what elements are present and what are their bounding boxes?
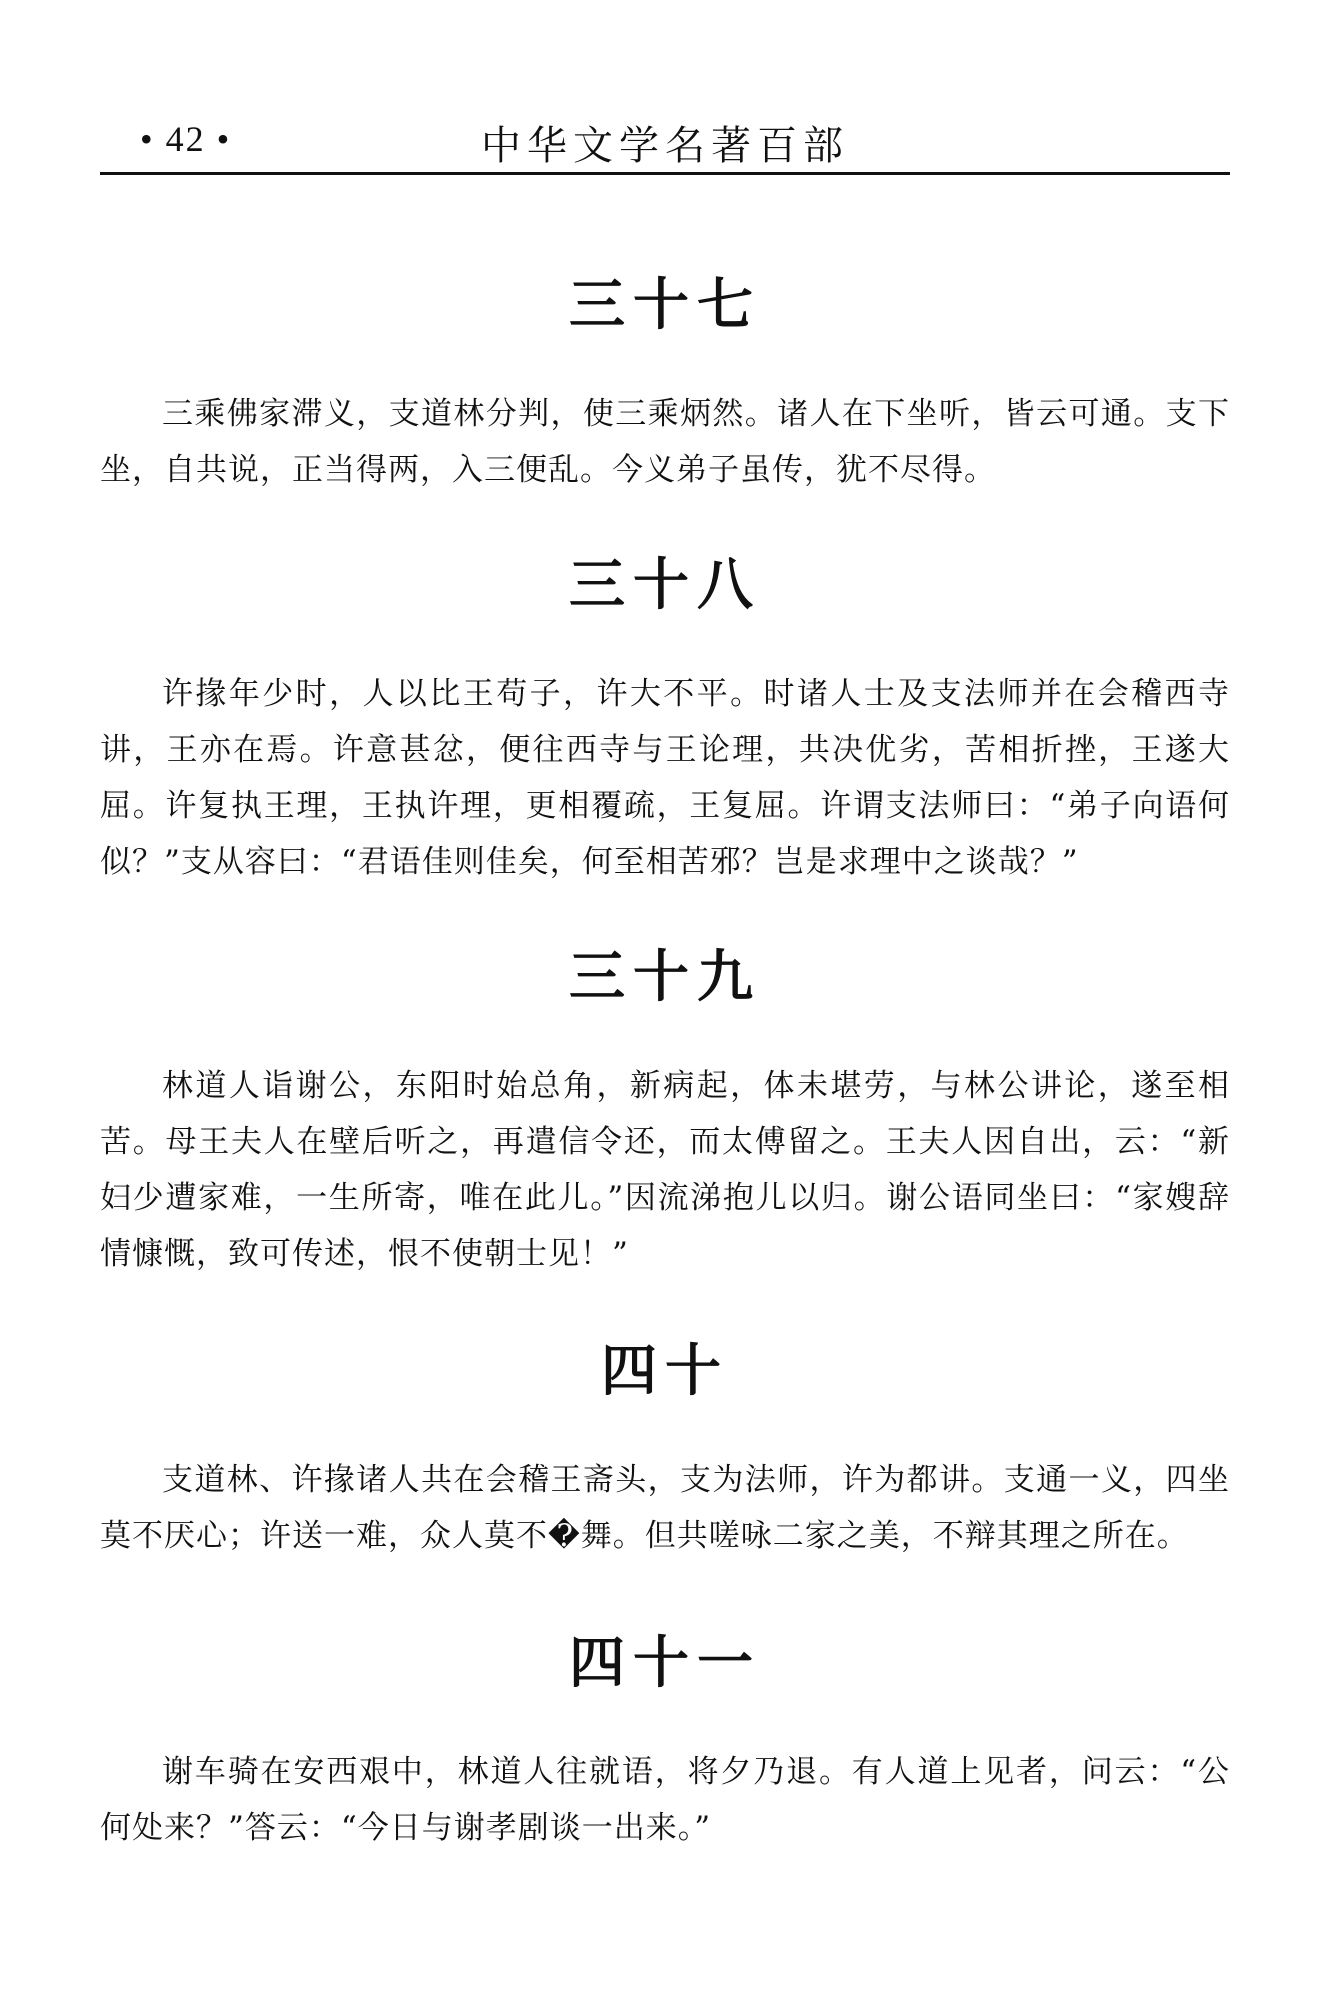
- section-38: [100, 553, 1230, 890]
- page-content: [100, 250, 1230, 1856]
- section-heading: 四十一: [569, 1631, 761, 1696]
- running-header: [100, 100, 1230, 175]
- section-text: 谢车骑在安西艰中，林道人往就语，将夕乃退。有人道上见者，问云：“公何处来？”答云：“今日与谢孝剧谈一出来。”: [100, 1754, 1230, 1846]
- section-text: 支道林、许掾诸人共在会稽王斋头，支为法师，许为都讲。支通一义，四坐莫不厌心；许送一难，众人莫不�舞。但共嗟咏二家之美，不辩其理之所在。: [100, 1462, 1230, 1554]
- section-heading: 三十八: [569, 553, 761, 618]
- section-heading: 三十七: [569, 273, 761, 338]
- section-text: 许掾年少时，人以比王苟子，许大不平。时诸人士及支法师并在会稽西寺讲，王亦在焉。许意甚忿，便往西寺与王论理，共决优劣，苦相折挫，王遂大屈。许复执王理，王执许理，更相覆疏，王复屈。许谓支法师曰：“弟子向语何似？”支从容曰：“君语佳则佳矣，何至相苦邪？岂是求理中之谈哉？”: [100, 676, 1230, 880]
- section-41: [100, 1631, 1230, 1856]
- section-heading: 三十九: [569, 945, 761, 1010]
- book-title: 中华文学名著百部: [481, 123, 849, 169]
- section-heading: 四十: [601, 1339, 729, 1404]
- section-40: [100, 1339, 1230, 1564]
- section-text: 林道人诣谢公，东阳时始总角，新病起，体未堪劳，与林公讲论，遂至相苦。母王夫人在壁后听之，再遣信令还，而太傅留之。王夫人因自出，云：“新妇少遭家难，一生所寄，唯在此儿。”因流涕抱儿以归。谢公语同坐曰：“家嫂辞情慷慨，致可传述，恨不使朝士见！”: [100, 1068, 1230, 1272]
- section-37: [100, 250, 1230, 498]
- section-text: 三乘佛家滞义，支道林分判，使三乘炳然。诸人在下坐听，皆云可通。支下坐，自共说，正当得两，入三便乱。今义弟子虽传，犹不尽得。: [100, 396, 1230, 488]
- section-39: [100, 945, 1230, 1282]
- page-number: • 42 •: [140, 119, 232, 159]
